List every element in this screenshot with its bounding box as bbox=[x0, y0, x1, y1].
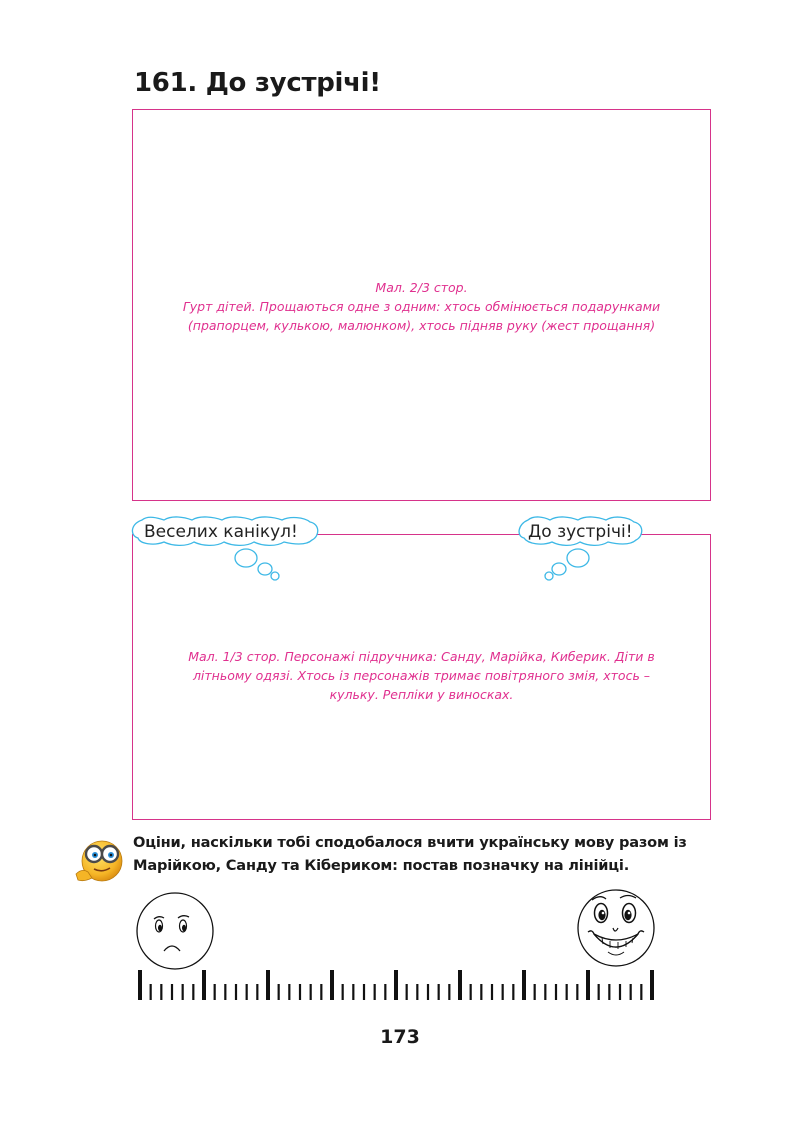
illustration-caption-top bbox=[133, 278, 710, 335]
ruler-major-tick[interactable] bbox=[394, 970, 398, 1000]
ruler-minor-tick[interactable] bbox=[278, 984, 280, 1000]
ruler-minor-tick[interactable] bbox=[534, 984, 536, 1000]
ruler-minor-tick[interactable] bbox=[374, 984, 376, 1000]
ruler-major-tick[interactable] bbox=[266, 970, 270, 1000]
speech-bubble-left-text: Веселих канікул! bbox=[144, 522, 298, 542]
ruler-minor-tick[interactable] bbox=[544, 984, 546, 1000]
ruler-minor-tick[interactable] bbox=[566, 984, 568, 1000]
ruler-minor-tick[interactable] bbox=[640, 984, 642, 1000]
instruction-text: Оціни, наскільки тобі сподобалося вчити українську мову разом із Марійкою, Санду та Кібериком: постав позначку на лінійці. bbox=[133, 834, 687, 874]
ruler-minor-tick[interactable] bbox=[630, 984, 632, 1000]
thinking-smiley-magnifier-icon bbox=[72, 834, 130, 884]
ruler-minor-tick[interactable] bbox=[502, 984, 504, 1000]
page-number: 173 bbox=[380, 1026, 420, 1048]
ruler-minor-tick[interactable] bbox=[288, 984, 290, 1000]
ruler-major-tick[interactable] bbox=[202, 970, 206, 1000]
ruler-major-tick[interactable] bbox=[650, 970, 654, 1000]
ruler-minor-tick[interactable] bbox=[192, 984, 194, 1000]
ruler-minor-tick[interactable] bbox=[160, 984, 162, 1000]
ruler-minor-tick[interactable] bbox=[427, 984, 429, 1000]
ruler-minor-tick[interactable] bbox=[619, 984, 621, 1000]
ruler-major-tick[interactable] bbox=[522, 970, 526, 1000]
happy-face-icon bbox=[574, 886, 658, 970]
ruler-minor-tick[interactable] bbox=[342, 984, 344, 1000]
ruler-minor-tick[interactable] bbox=[384, 984, 386, 1000]
ruler-minor-tick[interactable] bbox=[299, 984, 301, 1000]
speech-bubble-right-text: До зустрічі! bbox=[528, 522, 633, 542]
ruler-minor-tick[interactable] bbox=[320, 984, 322, 1000]
ruler-minor-tick[interactable] bbox=[608, 984, 610, 1000]
ruler-minor-tick[interactable] bbox=[448, 984, 450, 1000]
rating-ruler[interactable] bbox=[134, 966, 658, 1002]
ruler-minor-tick[interactable] bbox=[182, 984, 184, 1000]
illustration-caption-bottom: Мал. 1/3 стор. Персонажі підручника: Санду, Марійка, Киберик. Діти в літньому одязі. Хтось із персонажів тримає повітряного змія, хтось – кульку. Репліки у виносках. bbox=[188, 649, 655, 702]
ruler-major-tick[interactable] bbox=[586, 970, 590, 1000]
ruler-minor-tick[interactable] bbox=[150, 984, 152, 1000]
ruler-minor-tick[interactable] bbox=[491, 984, 493, 1000]
caption-line-2: Гурт дітей. Прощаються одне з одним: хтось обмінюється подарунками (прапорцем, кулькою, малюнком), хтось підняв руку (жест прощання) bbox=[182, 299, 661, 333]
ruler-minor-tick[interactable] bbox=[598, 984, 600, 1000]
ruler-minor-tick[interactable] bbox=[171, 984, 173, 1000]
ruler-minor-tick[interactable] bbox=[310, 984, 312, 1000]
caption-line-1: Мал. 2/3 стор. bbox=[375, 280, 468, 295]
ruler-minor-tick[interactable] bbox=[363, 984, 365, 1000]
illustration-placeholder-top bbox=[132, 109, 711, 501]
ruler-minor-tick[interactable] bbox=[256, 984, 258, 1000]
ruler-minor-tick[interactable] bbox=[480, 984, 482, 1000]
sad-face-icon bbox=[134, 891, 218, 973]
ruler-minor-tick[interactable] bbox=[438, 984, 440, 1000]
ruler-minor-tick[interactable] bbox=[416, 984, 418, 1000]
ruler-minor-tick[interactable] bbox=[555, 984, 557, 1000]
ruler-major-tick[interactable] bbox=[330, 970, 334, 1000]
ruler-minor-tick[interactable] bbox=[235, 984, 237, 1000]
ruler-minor-tick[interactable] bbox=[352, 984, 354, 1000]
ruler-minor-tick[interactable] bbox=[214, 984, 216, 1000]
ruler-minor-tick[interactable] bbox=[246, 984, 248, 1000]
ruler-major-tick[interactable] bbox=[458, 970, 462, 1000]
ruler-minor-tick[interactable] bbox=[512, 984, 514, 1000]
ruler-minor-tick[interactable] bbox=[224, 984, 226, 1000]
ruler-minor-tick[interactable] bbox=[576, 984, 578, 1000]
ruler-minor-tick[interactable] bbox=[406, 984, 408, 1000]
ruler-major-tick[interactable] bbox=[138, 970, 142, 1000]
ruler-minor-tick[interactable] bbox=[470, 984, 472, 1000]
page-title: 161. До зустрічі! bbox=[134, 68, 381, 98]
